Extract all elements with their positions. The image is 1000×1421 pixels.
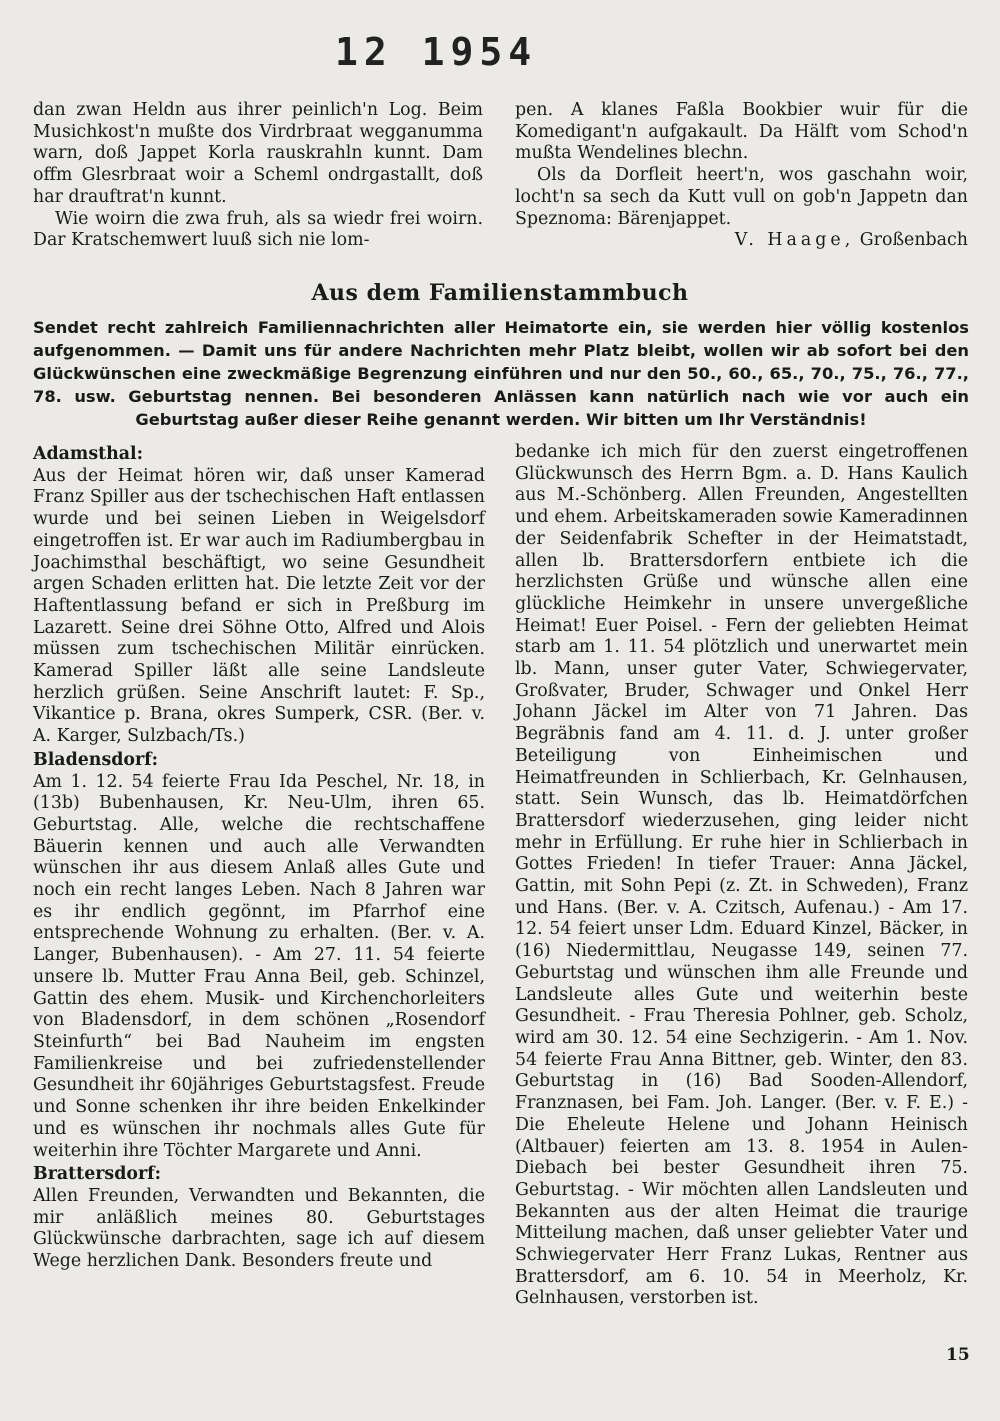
author-name: V. Haage, — [734, 230, 855, 251]
author-place: Großenbach — [859, 230, 968, 251]
top-right-column — [515, 100, 968, 252]
paragraph: pen. A klanes Faßla Bookbier wuir für die Komedigant'n aufgakault. Da Hälft vom Schod'n mußta Wendelines blechn. — [515, 100, 968, 164]
place-heading-adamsthal: Adamsthal: — [33, 444, 144, 464]
place-heading-bladensdorf: Bladensdorf: — [33, 749, 159, 770]
bottom-right-column — [515, 442, 968, 1310]
entry-text-adamsthal: Aus der Heimat hören wir, daß unser Kamerad Franz Spiller aus der tschechischen Haft entlassen wurde und bei seinen Lieben in Weigelsdorf eingetroffen ist. Er war auch im Radiumbergbau in Joachimsthal beschäftigt, wo seine Gesundheit argen Schaden erlitten hat. Die letzte Zeit vor der Haftentlassung befand er sich in Preßburg im Lazarett. Seine drei Söhne Otto, Alfred und Alois müssen zum tschechischen Militär einrücken. Kamerad Spiller läßt alle seine Landsleute herzlich grüßen. Seine Anschrift lautet: F. Sp., Vikantice p. Brana, okres Sumperk, CSR. (Ber. v. A. Karger, Sulzbach/Ts.) — [33, 465, 485, 747]
entry-text-bladensdorf: Am 1. 12. 54 feierte Frau Ida Peschel, Nr. 18, in (13b) Bubenhausen, Kr. Neu-Ulm, ihren 65. Geburtstag. Alle, welche die rechtschaffene Bäuerin kennen und auch alle Verwandten wünschen ihr aus diesem Anlaß alles Gute und noch ein recht langes Leben. Nach 8 Jahren war es ihr endlich gegönnt, im Pfarrhof eine entsprechende Wohnung zu erhalten. (Ber. v. A. Langer, Bubenhausen). - Am 27. 11. 54 feierte unsere lb. Mutter Frau Anna Beil, geb. Schinzel, Gattin des ehem. Musik- und Kirchenchorleiters von Bladensdorf, in dem schönen „Rosendorf Steinfurth“ bei Bad Nauheim im engsten Familienkreise und bei zufriedenstellender Gesundheit ihr 60jähriges Geburtstagsfest. Freude und Sonne schenken ihr ihre beiden Enkelkinder und es wünschen ihr nochmals alles Gute für weiterhin ihre Töchter Margarete und Anni. — [33, 771, 485, 1161]
place-heading-brattersdorf: Brattersdorf: — [33, 1164, 162, 1185]
paragraph: dan zwan Heldn aus ihrer peinlich'n Log. Beim Musichkost'n mußte dos Virdrbraat wegganumma warn, doß Jappet Korla rauskrahln kunnt. Dam offm Glesrbraat woir a Scheml ondrgastallt, doß har drauftrat'n kunnt. — [33, 100, 483, 207]
page-number: 15 — [946, 1345, 970, 1365]
section-title: Aus dem Familienstammbuch — [311, 280, 689, 306]
author-signature — [515, 230, 968, 252]
paragraph: Wie woirn die zwa fruh, als sa wiedr frei woirn. Dar Kratschemwert luuß sich nie lom- — [33, 208, 483, 251]
bottom-left-column — [33, 442, 485, 1273]
entry-text-brattersdorf-continued: bedanke ich mich für den zuerst eingetroffenen Glückwunsch des Herrn Bgm. a. D. Hans Kaulich aus M.-Schönberg. Allen Freunden, Angestellten und ehem. Arbeitskameraden sowie Kameradinnen der Seidenfabrik Schefter in der Heimatstadt, allen lb. Brattersdorfern entbiete ich die herzlichsten Grüße und wünsche allen eine glückliche Heimkehr in unsere unvergeßliche Heimat! Euer Poisel. - Fern der geliebten Heimat starb am 1. 11. 54 plötzlich und unerwartet mein lb. Mann, unser guter Vater, Schwiegervater, Großvater, Bruder, Schwager und Onkel Herr Johann Jäckel im Alter von 71 Jahren. Das Begräbnis fand am 4. 11. d. J. unter großer Beteiligung von Einheimischen und Heimatfreunden in Schlierbach, Kr. Gelnhausen, statt. Sein Wunsch, das lb. Heimatdörfchen Brattersdorf wiederzusehen, ging leider nicht mehr in Erfüllung. Er ruhe hier in Schlierbach in Gottes Frieden! In tiefer Trauer: Anna Jäckel, Gattin, mit Sohn Pepi (z. Zt. in Schweden), Franz und Hans. (Ber. v. A. Czitsch, Aufenau.) - Am 17. 12. 54 feiert unser Ldm. Eduard Kinzel, Bäcker, in (16) Niedermittlau, Neugasse 149, seinen 77. Geburtstag und wünschen ihm alle Freunde und Landsleute alles Gute und weiterhin beste Gesundheit. - Frau Theresia Pohlner, geb. Scholz, wird am 30. 12. 54 eine Sechzigerin. - Am 1. Nov. 54 feierte Frau Anna Bittner, geb. Winter, den 83. Geburtstag in (16) Bad Sooden-Allendorf, Franznasen, bei Fam. Joh. Langer. (Ber. v. F. E.) - Die Eheleute Helene und Johann Heinisch (Altbauer) feierten am 13. 8. 1954 in Aulen-Diebach bei bester Gesundheit ihren 75. Geburtstag. - Wir möchten allen Landsleuten und Bekannten aus der alten Heimat die traurige Mitteilung machen, daß unser geliebter Vater und Schwiegervater Herr Franz Lukas, Rentner aus Brattersdorf, am 6. 10. 54 in Meerholz, Kr. Gelnhausen, verstorben ist. — [515, 442, 968, 1309]
top-left-column — [33, 100, 483, 252]
entry-text-brattersdorf: Allen Freunden, Verwandten und Bekannten, die mir anläßlich meines 80. Geburtstages Glückwünsche darbrachten, sage ich auf diesem Wege herzlichen Dank. Besonders freute und — [33, 1185, 485, 1272]
section-intro: Sendet recht zahlreich Familiennachrichten aller Heimatorte ein, sie werden hier völlig kostenlos aufgenommen. — Damit uns für andere Nachrichten mehr Platz bleibt, wollen wir ab sofort bei den Glückwünschen eine zweckmäßige Begrenzung einführen und nur den 50., 60., 65., 70., 75., 76., 77., 78. usw. Geburtstag nennen. Bei besonderen Anlässen kann natürlich nach wie vor auch ein Geburtstag außer dieser Reihe genannt werden. Wir bitten um Ihr Verständnis! — [33, 318, 969, 429]
date-stamp: 12 1954 — [335, 30, 538, 74]
paragraph: Ols da Dorfleit heert'n, wos gaschahn woir, locht'n sa sech da Kutt vull on gob'n Jappetn dan Speznoma: Bärenjappet. — [515, 165, 968, 229]
